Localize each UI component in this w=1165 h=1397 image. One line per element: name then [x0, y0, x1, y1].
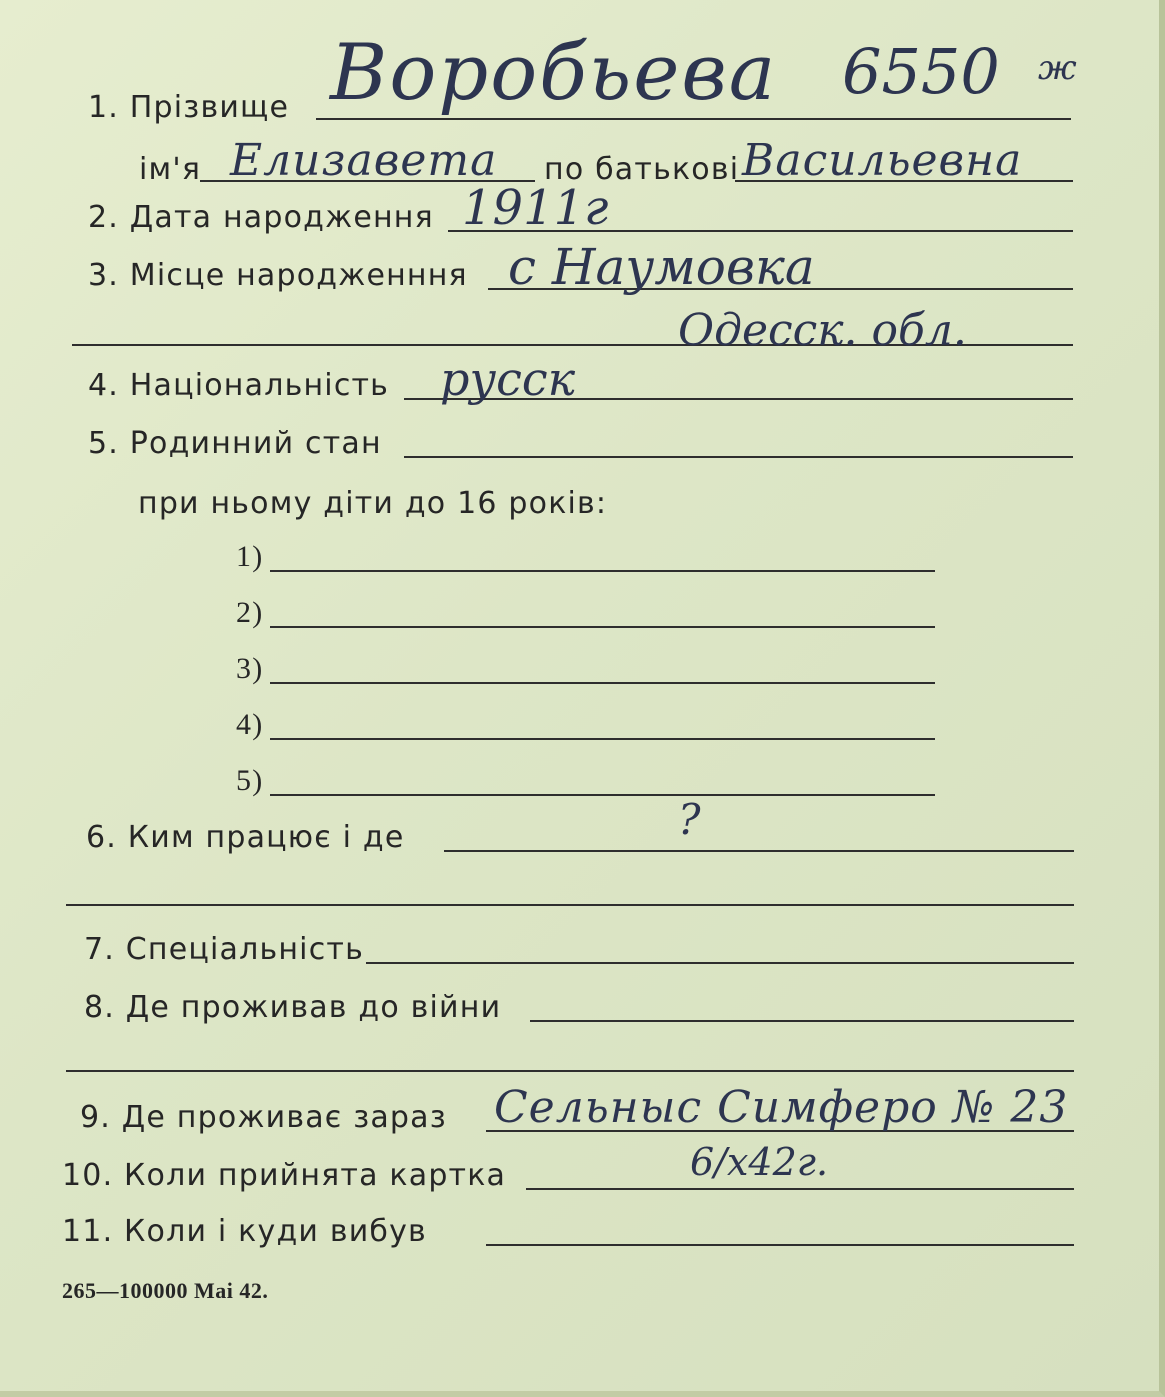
departed-line — [486, 1244, 1074, 1246]
patronymic-label: по батькові — [544, 152, 740, 187]
work-value: ? — [678, 795, 701, 844]
work-line-2 — [66, 904, 1074, 906]
prewar-line-2 — [66, 1070, 1074, 1072]
accepted-date-value: 6/х42г. — [690, 1140, 829, 1184]
card-number: 6550 — [842, 35, 1000, 108]
firstname-value: Елизавета — [230, 135, 498, 186]
specialty-label: 7. Спеціальність — [84, 932, 364, 967]
number-suffix: ж — [1038, 48, 1077, 88]
child-line-1 — [270, 570, 935, 572]
accepted-line — [526, 1188, 1074, 1190]
nationality-value: русск — [440, 352, 576, 406]
patronymic-value: Васильевна — [742, 135, 1023, 186]
child-number-3: 3) — [236, 652, 264, 685]
print-code: 265—100000 Mai 42. — [62, 1278, 269, 1303]
child-number-5: 5) — [236, 764, 264, 797]
current-address-value: Сельныс Симферо № 23 — [494, 1082, 1069, 1133]
work-label: 6. Ким працює і де — [86, 820, 405, 855]
prewar-line — [530, 1020, 1074, 1022]
child-line-2 — [270, 626, 935, 628]
birthdate-label: 2. Дата народження — [88, 200, 434, 235]
birthdate-value: 1911г — [462, 180, 609, 236]
birthplace-label: 3. Місце народженння — [88, 258, 468, 293]
children-label: при ньому діти до 16 років: — [138, 486, 608, 521]
birthplace-value-2: Одесск. обл. — [678, 305, 967, 356]
firstname-label: ім'я — [139, 152, 202, 187]
child-number-1: 1) — [236, 540, 264, 573]
child-line-3 — [270, 682, 935, 684]
child-line-4 — [270, 738, 935, 740]
child-number-2: 2) — [236, 596, 264, 629]
surname-value: Воробьева — [330, 28, 778, 118]
surname-line — [316, 118, 1071, 120]
surname-label: 1. Прізвище — [88, 90, 290, 125]
departed-label: 11. Коли і куди вибув — [62, 1214, 427, 1249]
child-line-5 — [270, 794, 935, 796]
work-line — [444, 850, 1074, 852]
marital-line — [404, 456, 1073, 458]
current-label: 9. Де проживає зараз — [80, 1100, 447, 1135]
marital-label: 5. Родинний стан — [88, 426, 382, 461]
accepted-label: 10. Коли прийнята картка — [62, 1158, 507, 1193]
nationality-label: 4. Національність — [88, 368, 390, 403]
specialty-line — [366, 962, 1074, 964]
child-number-4: 4) — [236, 708, 264, 741]
birthplace-value-1: с Наумовка — [508, 238, 815, 296]
prewar-label: 8. Де проживав до війни — [84, 990, 502, 1025]
